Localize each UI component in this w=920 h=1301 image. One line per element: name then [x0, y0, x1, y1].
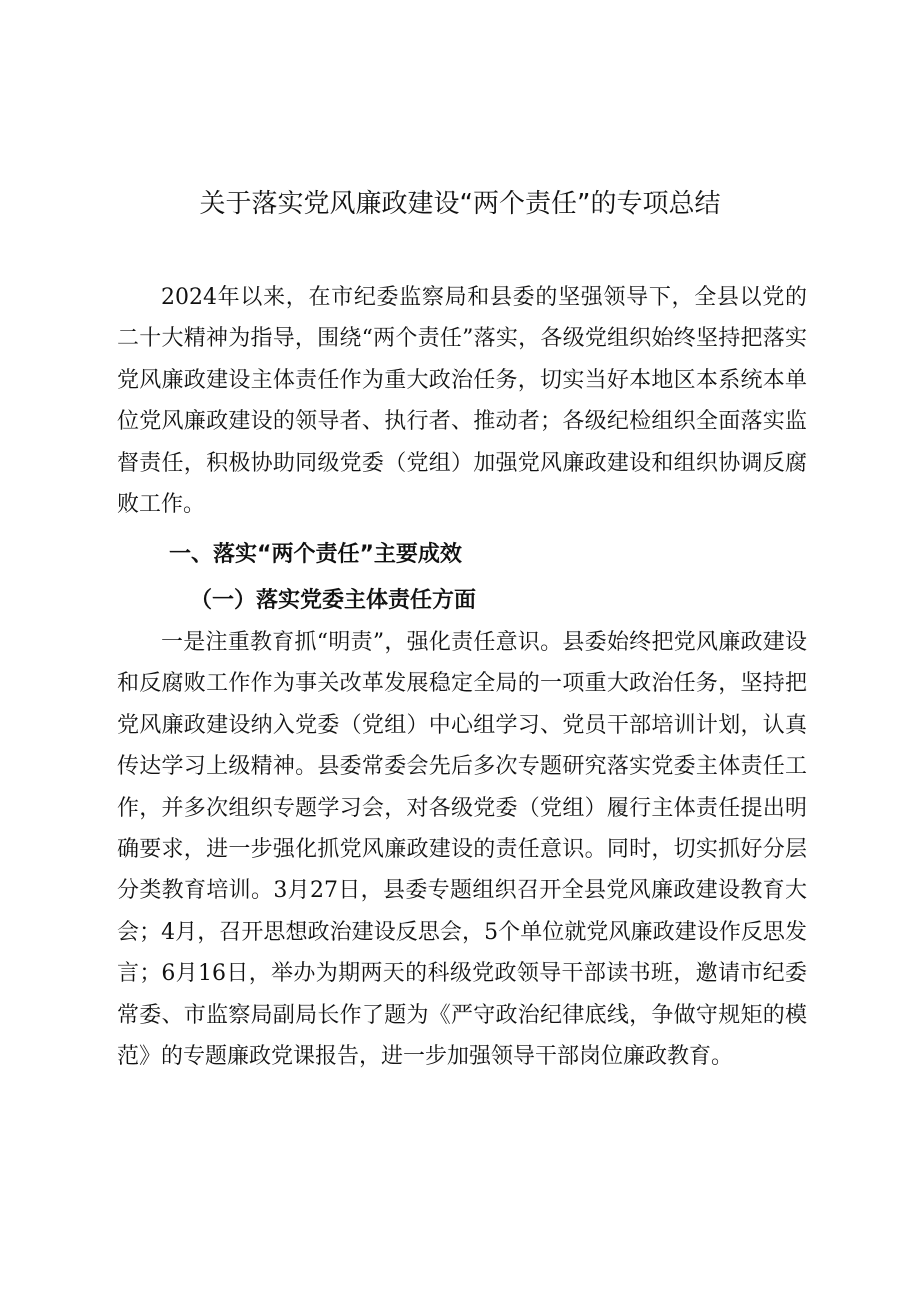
section-heading: 一、落实“两个责任”主要成效: [169, 542, 462, 567]
intro-paragraph: 2024年以来，在市纪委监察局和县委的坚强领导下，全县以党的二十大精神为指导，围绕“两个责任”落实，各级党组织始终坚持把落实党风廉政建设主体责任作为重大政治任务，切实当好本地区本系统本单位党风廉政建设的领导者、执行者、推动者；各级纪检组织全面落实监督责任，积极协助同级党委（党组）加强党风廉政建设和组织协调反腐败工作。: [117, 285, 807, 518]
subsection-heading: （一）落实党委主体责任方面: [190, 587, 477, 613]
body-paragraph: 一是注重教育抓“明责”，强化责任意识。县委始终把党风廉政建设和反腐败工作作为事关改革发展稳定全局的一项重大政治任务，坚持把党风廉政建设纳入党委（党组）中心组学习、党员干部培训计划，认真传达学习上级精神。县委常委会先后多次专题研究落实党委主体责任工作，并多次组织专题学习会，对各级党委（党组）履行主体责任提出明确要求，进一步强化抓党风廉政建设的责任意识。同时，切实抓好分层分类教育培训。3月27日，县委专题组织召开全县党风廉政建设教育大会；4月，召开思想政治建设反思会，5个单位就党风廉政建设作反思发言；6月16日，举办为期两天的科级党政领导干部读书班，邀请市纪委常委、市监察局副局长作了题为《严守政治纪律底线，争做守规矩的模范》的专题廉政党课报告，进一步加强领导干部岗位廉政教育。: [117, 630, 807, 1070]
document-title: 关于落实党风廉政建设“两个责任”的专项总结: [199, 189, 721, 219]
